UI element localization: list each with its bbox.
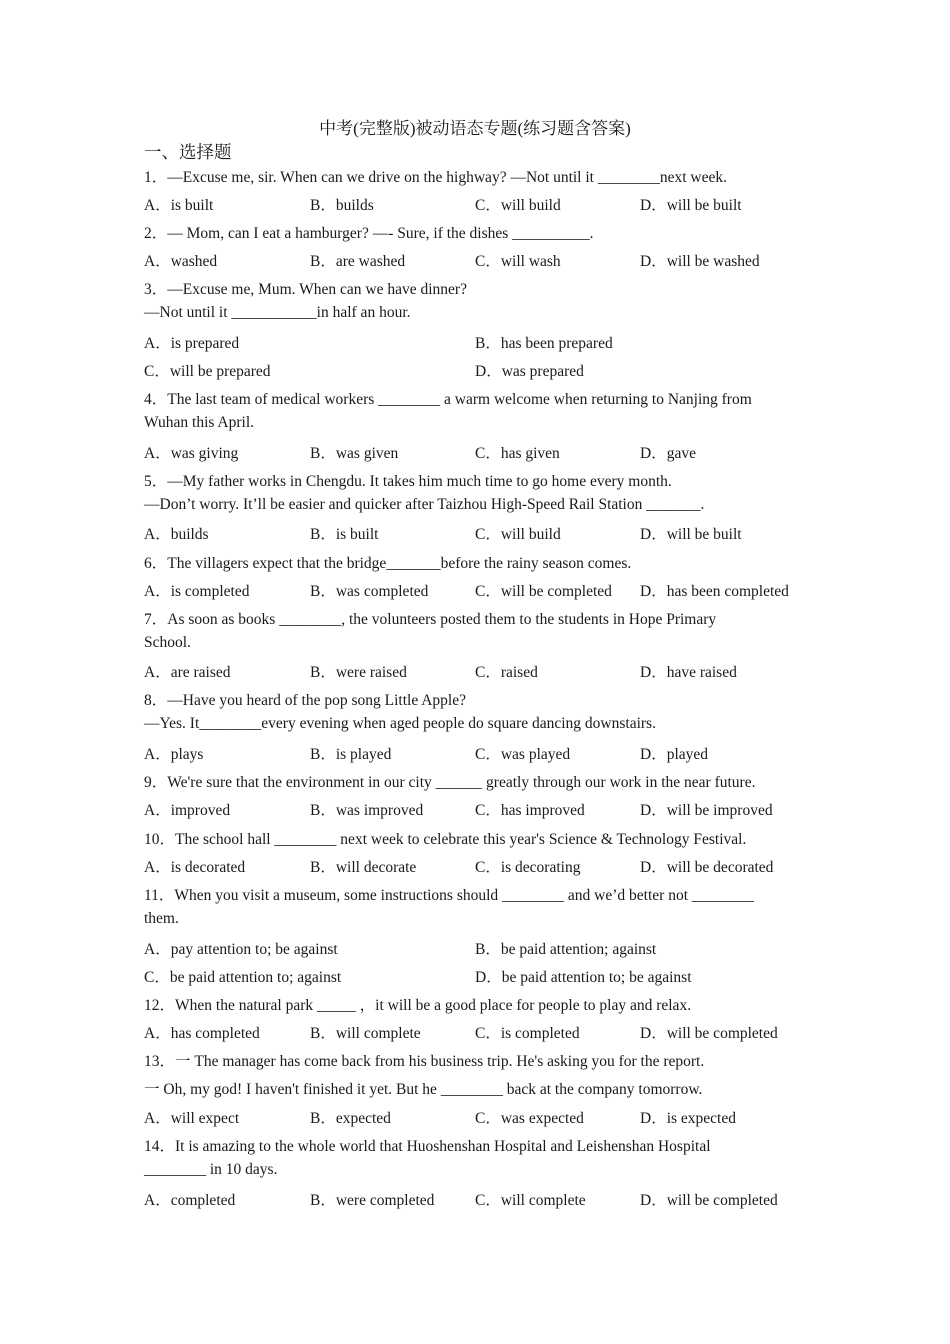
question-8-option-a: A．plays	[144, 746, 204, 763]
question-8-text: —Yes. It________every evening when aged people do square dancing downstairs.	[144, 715, 656, 732]
question-14-text: 14．It is amazing to the whole world that Huoshenshan Hospital and Leishenshan Hospital	[144, 1138, 711, 1155]
question-12-option-a: A．has completed	[144, 1025, 260, 1042]
question-9-option-c: C．has improved	[475, 802, 585, 819]
question-11-option-a: A．pay attention to; be against	[144, 941, 338, 958]
question-14-option-c: C．will complete	[475, 1192, 586, 1209]
question-4-option-c: C．has given	[475, 445, 560, 462]
question-6-option-c: C．will be completed	[475, 583, 612, 600]
question-2-option-a: A．washed	[144, 253, 218, 270]
question-4-option-b: B．was given	[310, 445, 399, 462]
question-8-text: 8．—Have you heard of the pop song Little Apple?	[144, 692, 466, 709]
question-13-option-a: A．will expect	[144, 1110, 240, 1127]
question-1-option-c: C．will build	[475, 197, 561, 214]
question-7-option-b: B．were raised	[310, 664, 407, 681]
question-1-text: 1．—Excuse me, sir. When can we drive on the highway? —Not until it ________next week.	[144, 169, 727, 186]
question-3-option-c: C．will be prepared	[144, 363, 271, 380]
question-14-option-b: B．were completed	[310, 1192, 435, 1209]
question-11-option-b: B．be paid attention; against	[475, 941, 657, 958]
question-12-option-d: D．will be completed	[640, 1025, 778, 1042]
question-13-option-b: B．expected	[310, 1110, 391, 1127]
question-11-text: them.	[144, 910, 179, 927]
question-4-option-d: D．gave	[640, 445, 696, 462]
question-3-option-b: B．has been prepared	[475, 335, 613, 352]
question-6-option-b: B．was completed	[310, 583, 429, 600]
question-14-option-a: A．completed	[144, 1192, 236, 1209]
question-13-option-c: C．was expected	[475, 1110, 584, 1127]
page-title: 中考(完整版)被动语态专题(练习题含答案)	[319, 119, 631, 138]
question-10-option-c: C．is decorating	[475, 859, 581, 876]
question-2-option-c: C．will wash	[475, 253, 561, 270]
question-10-option-d: D．will be decorated	[640, 859, 774, 876]
question-8-option-c: C．was played	[475, 746, 571, 763]
question-5-text: 5．—My father works in Chengdu. It takes him much time to go home every month.	[144, 473, 672, 490]
question-9-option-a: A．improved	[144, 802, 231, 819]
question-7-option-c: C．raised	[475, 664, 538, 681]
question-3-option-d: D．was prepared	[475, 363, 584, 380]
question-1-option-a: A．is built	[144, 197, 214, 214]
question-5-text: —Don’t worry. It’ll be easier and quicker after Taizhou High-Speed Rail Station _______.	[144, 496, 705, 513]
question-14-text: ________ in 10 days.	[144, 1161, 278, 1178]
question-7-text: School.	[144, 634, 191, 651]
question-1-option-b: B．builds	[310, 197, 374, 214]
question-7-option-a: A．are raised	[144, 664, 231, 681]
question-5-option-c: C．will build	[475, 526, 561, 543]
question-2-text: 2．— Mom, can I eat a hamburger? —- Sure, if the dishes __________.	[144, 225, 594, 242]
question-12-text: 12．When the natural park _____ ，it will be a good place for people to play and relax.	[144, 997, 692, 1014]
question-5-option-b: B．is built	[310, 526, 379, 543]
question-13-option-d: D．is expected	[640, 1110, 736, 1127]
question-1-option-d: D．will be built	[640, 197, 742, 214]
question-12-option-c: C．is completed	[475, 1025, 580, 1042]
question-10-option-a: A．is decorated	[144, 859, 246, 876]
question-13-text: 一 Oh, my god! I haven't finished it yet. But he ________ back at the company tomorrow.	[144, 1081, 703, 1098]
question-13-text: 13．一 The manager has come back from his business trip. He's asking you for the report.	[144, 1053, 705, 1070]
question-3-option-a: A．is prepared	[144, 335, 240, 352]
question-9-text: 9．We're sure that the environment in our city ______ greatly through our work in the near future.	[144, 774, 756, 791]
question-6-option-d: D．has been completed	[640, 583, 789, 600]
question-11-option-c: C．be paid attention to; against	[144, 969, 342, 986]
question-10-option-b: B．will decorate	[310, 859, 417, 876]
question-9-option-d: D．will be improved	[640, 802, 773, 819]
section-heading: 一、选择题	[144, 142, 232, 162]
question-8-option-d: D．played	[640, 746, 709, 763]
question-10-text: 10．The school hall ________ next week to celebrate this year's Science & Technology Festival.	[144, 831, 747, 848]
question-7-text: 7．As soon as books ________, the volunteers posted them to the students in Hope Primary	[144, 611, 717, 628]
question-11-text: 11．When you visit a museum, some instructions should ________ and we’d better not ________	[144, 887, 754, 904]
question-4-text: 4．The last team of medical workers ________ a warm welcome when returning to Nanjing from	[144, 391, 752, 408]
question-3-text: 3．—Excuse me, Mum. When can we have dinner?	[144, 281, 467, 298]
question-8-option-b: B．is played	[310, 746, 392, 763]
question-6-text: 6．The villagers expect that the bridge_______before the rainy season comes.	[144, 555, 632, 572]
question-2-option-d: D．will be washed	[640, 253, 760, 270]
question-4-option-a: A．was giving	[144, 445, 239, 462]
question-9-option-b: B．was improved	[310, 802, 424, 819]
question-4-text: Wuhan this April.	[144, 414, 255, 431]
question-6-option-a: A．is completed	[144, 583, 250, 600]
question-2-option-b: B．are washed	[310, 253, 406, 270]
question-5-option-a: A．builds	[144, 526, 209, 543]
question-3-text: —Not until it ___________in half an hour.	[144, 304, 411, 321]
question-5-option-d: D．will be built	[640, 526, 742, 543]
question-11-option-d: D．be paid attention to; be against	[475, 969, 692, 986]
question-7-option-d: D．have raised	[640, 664, 737, 681]
question-14-option-d: D．will be completed	[640, 1192, 778, 1209]
question-12-option-b: B．will complete	[310, 1025, 421, 1042]
